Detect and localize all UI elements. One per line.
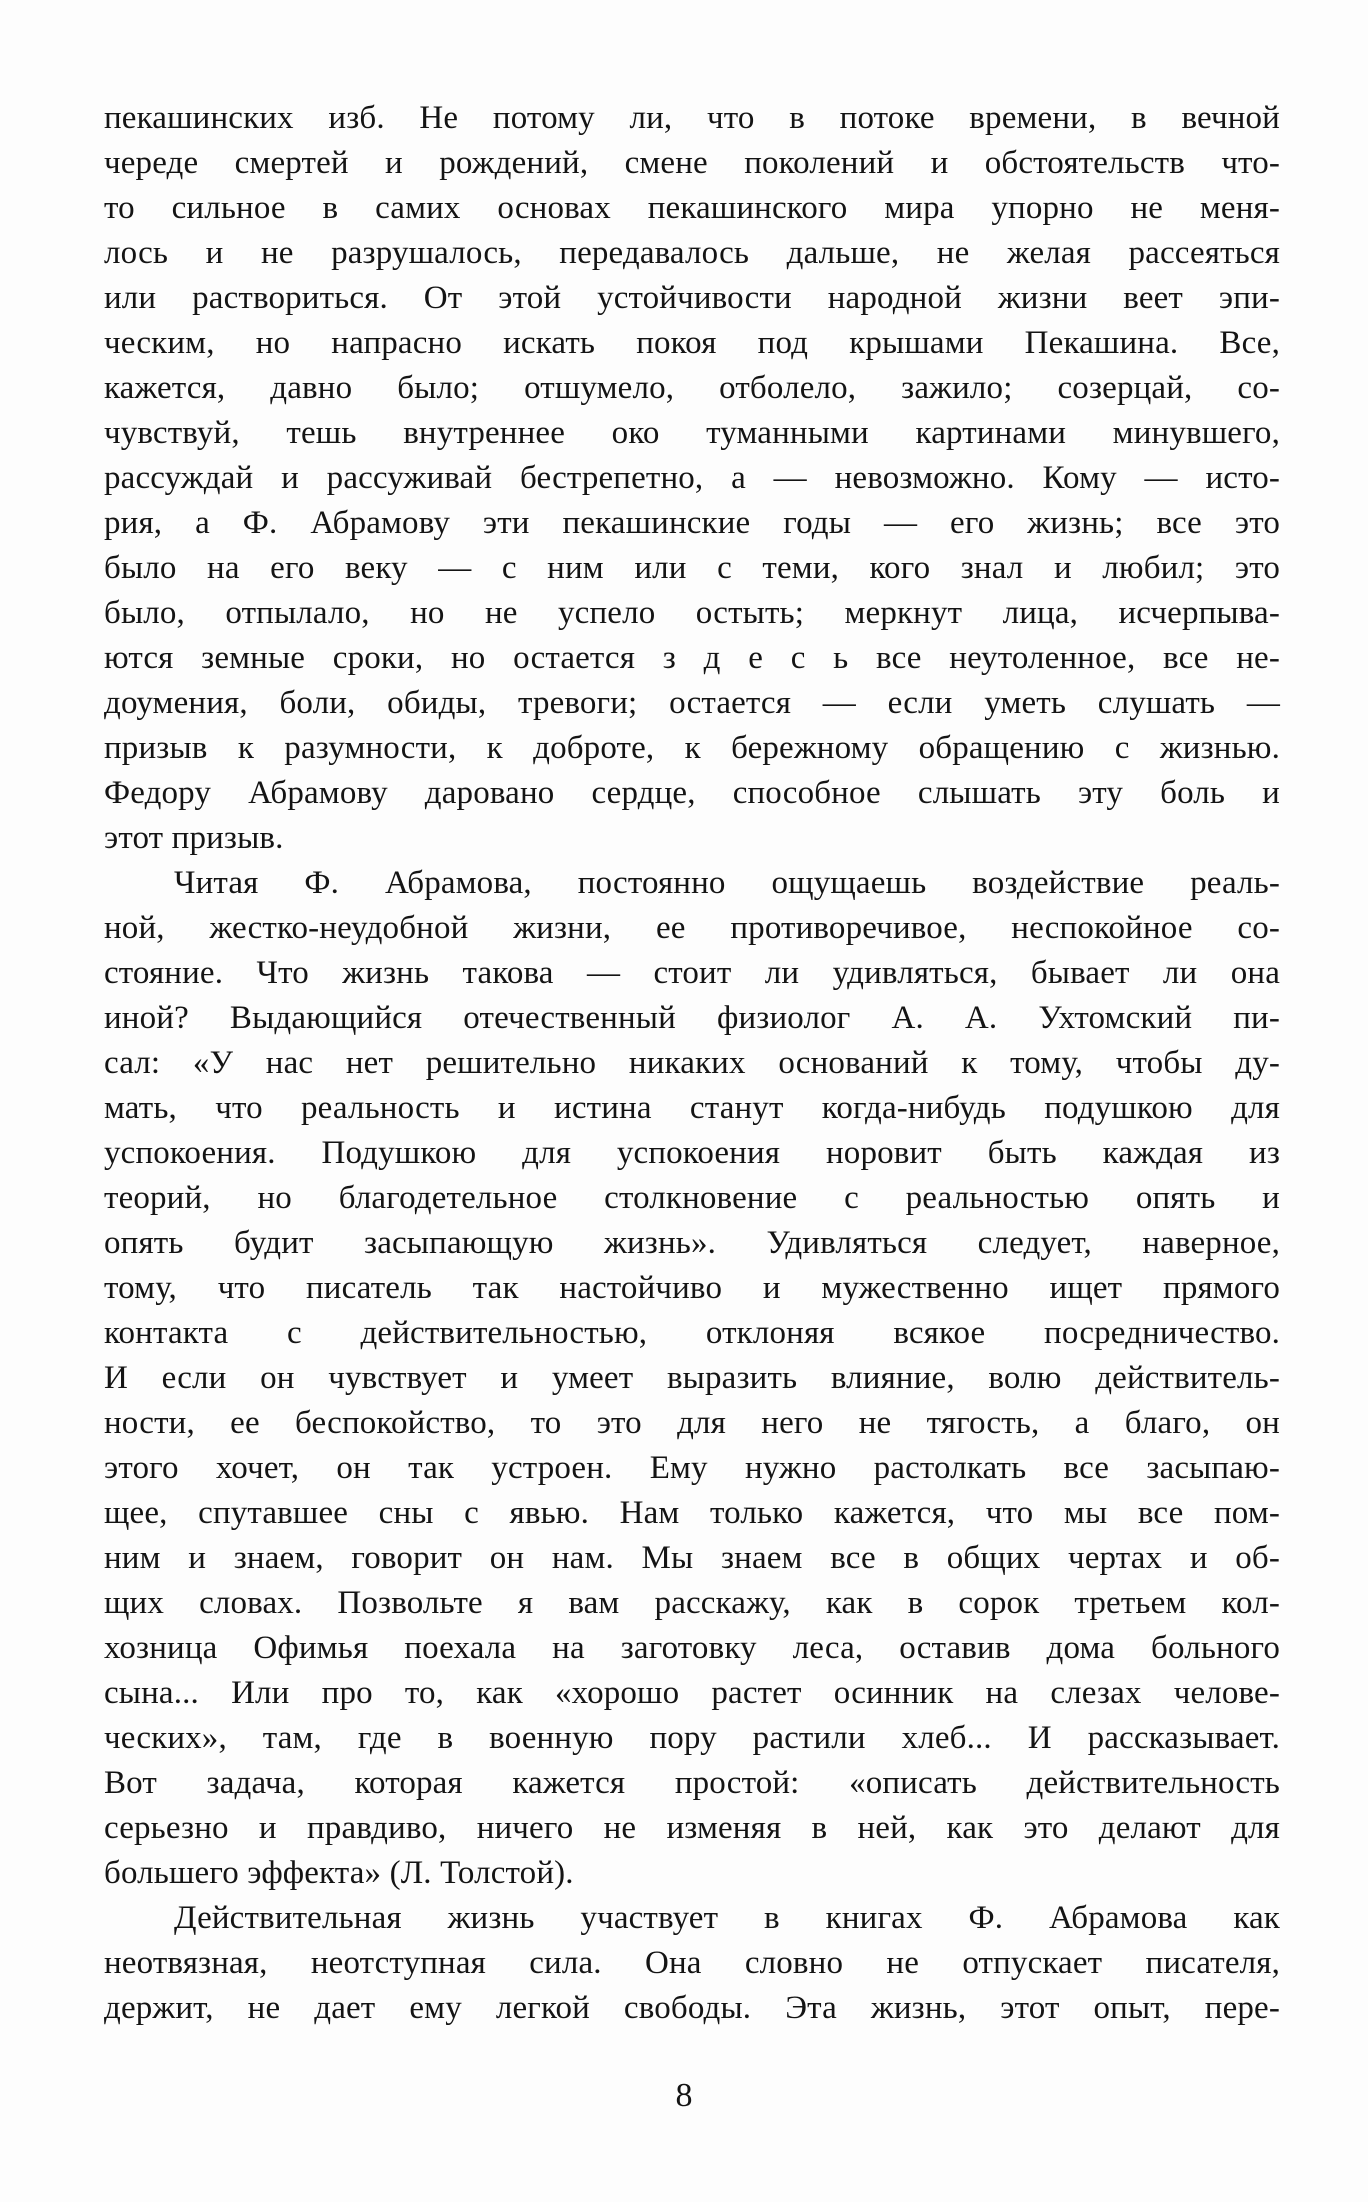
text-line: пекашинских изб. Не потому ли, что в потоке времени, в вечной [104, 100, 1280, 136]
text-line: было, отпылало, но не успело остыть; меркнут лица, исчерпыва- [104, 595, 1280, 631]
text-line: Действительная жизнь участвует в книгах Ф. Абрамова как [174, 1900, 1280, 1936]
text-line: серьезно и правдиво, ничего не изменяя в ней, как это делают для [104, 1810, 1280, 1846]
text-line: Вот задача, которая кажется простой: «описать действительность [104, 1765, 1280, 1801]
text-line: ческих», там, где в военную пору растили хлеб... И рассказывает. [104, 1720, 1280, 1756]
text-line: доумения, боли, обиды, тревоги; остается — если уметь слушать — [104, 685, 1280, 721]
body-text [104, 96, 1280, 2031]
text-line: чувствуй, тешь внутреннее око туманными картинами минувшего, [104, 415, 1280, 451]
text-line: контакта с действительностью, отклоняя всякое посредничество. [104, 1315, 1280, 1351]
text-line: рия, а Ф. Абрамову эти пекашинские годы — его жизнь; все это [104, 505, 1280, 541]
text-line: сына... Или про то, как «хорошо растет осинник на слезах челове- [104, 1675, 1280, 1711]
text-line: рассуждай и рассуживай бестрепетно, а — невозможно. Кому — исто- [104, 460, 1280, 496]
text-line: сал: «У нас нет решительно никаких оснований к тому, чтобы ду- [104, 1045, 1280, 1081]
text-line: И если он чувствует и умеет выразить влияние, волю действитель- [104, 1360, 1280, 1396]
text-line: Федору Абрамову даровано сердце, способное слышать эту боль и [104, 775, 1280, 811]
text-line: держит, не дает ему легкой свободы. Эта жизнь, этот опыт, пере- [104, 1990, 1280, 2026]
text-line: ной, жестко-неудобной жизни, ее противоречивое, неспокойное со- [104, 910, 1280, 946]
page-number: 8 [675, 2077, 693, 2114]
text-line: неотвязная, неотступная сила. Она словно не отпускает писателя, [104, 1945, 1280, 1981]
text-line: большего эффекта» (Л. Толстой). [104, 1855, 574, 1891]
text-line: или раствориться. От этой устойчивости народной жизни веет эпи- [104, 280, 1280, 316]
text-line: этого хочет, он так устроен. Ему нужно растолкать все засыпаю- [104, 1450, 1280, 1486]
text-line: было на его веку — с ним или с теми, кого знал и любил; это [104, 550, 1280, 586]
text-line: призыв к разумности, к доброте, к бережному обращению с жизнью. [104, 730, 1280, 766]
text-line: опять будит засыпающую жизнь». Удивляться следует, наверное, [104, 1225, 1280, 1261]
text-line: лось и не разрушалось, передавалось дальше, не желая рассеяться [104, 235, 1280, 271]
text-line: ются земные сроки, но остается з д е с ь все неутоленное, все не- [104, 640, 1280, 676]
text-line: успокоения. Подушкою для успокоения норовит быть каждая из [104, 1135, 1280, 1171]
text-line: ческим, но напрасно искать покоя под крышами Пекашина. Все, [104, 325, 1280, 361]
text-line: стояние. Что жизнь такова — стоит ли удивляться, бывает ли она [104, 955, 1280, 991]
text-line: теорий, но благодетельное столкновение с реальностью опять и [104, 1180, 1280, 1216]
text-line: этот призыв. [104, 820, 284, 856]
text-line: мать, что реальность и истина станут когда-нибудь подушкою для [104, 1090, 1280, 1126]
text-line: щее, спутавшее сны с явью. Нам только кажется, что мы все пом- [104, 1495, 1280, 1531]
text-line: кажется, давно было; отшумело, отболело, зажило; созерцай, со- [104, 370, 1280, 406]
text-line: Читая Ф. Абрамова, постоянно ощущаешь воздействие реаль- [174, 865, 1280, 901]
text-line: тому, что писатель так настойчиво и мужественно ищет прямого [104, 1270, 1280, 1306]
text-line: ности, ее беспокойство, то это для него не тягость, а благо, он [104, 1405, 1280, 1441]
text-line: ним и знаем, говорит он нам. Мы знаем все в общих чертах и об- [104, 1540, 1280, 1576]
text-line: щих словах. Позвольте я вам расскажу, как в сорок третьем кол- [104, 1585, 1280, 1621]
text-line: череде смертей и рождений, смене поколений и обстоятельств что- [104, 145, 1280, 181]
text-line: хозница Офимья поехала на заготовку леса, оставив дома больного [104, 1630, 1280, 1666]
text-line: то сильное в самих основах пекашинского мира упорно не меня- [104, 190, 1280, 226]
text-line: иной? Выдающийся отечественный физиолог А. А. Ухтомский пи- [104, 1000, 1280, 1036]
